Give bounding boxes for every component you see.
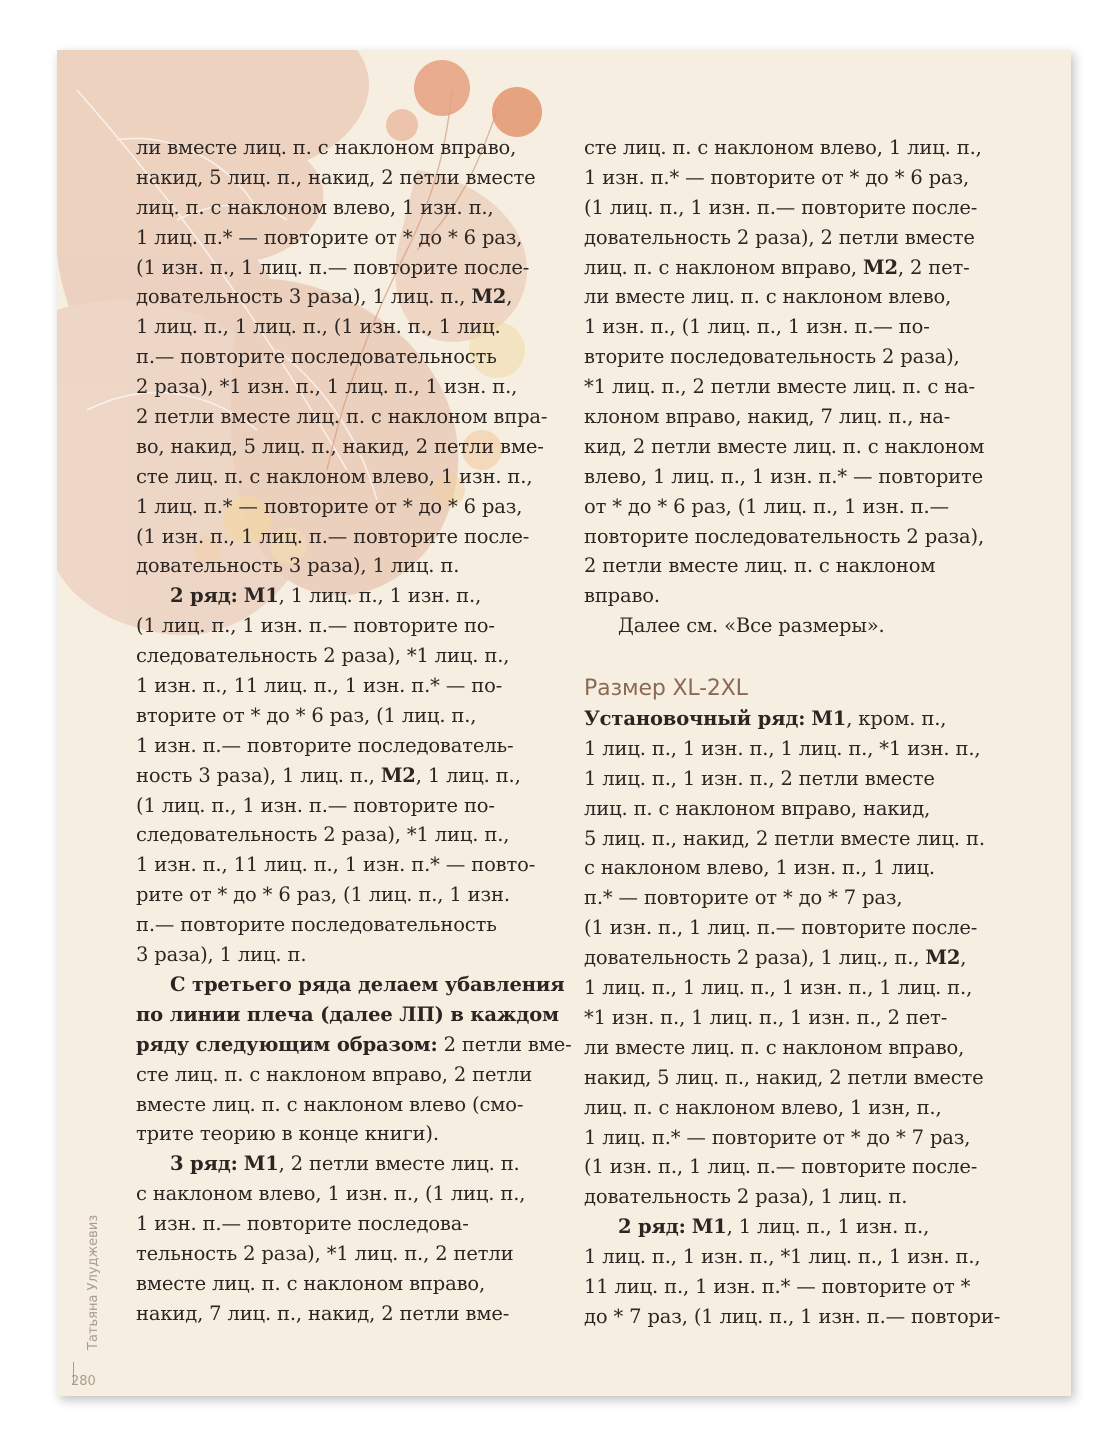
text-line: 1 изн. п.— повторите последова- [136,1212,469,1236]
row-heading-line: Установочный ряд: М1, кром. п., [584,707,947,731]
text-line: сте лиц. п. с наклоном влево, 1 изн. п., [136,464,533,488]
right-text-column [584,133,1004,1332]
text-line: ность 3 раза), 1 лиц. п., М2, 1 лиц. п., [136,763,521,787]
text-line: повторите последовательность 2 раза), [584,524,985,548]
text-line: тельность 2 раза), *1 лиц. п., 2 петли [136,1241,514,1265]
text-line: довательность 2 раза), 1 лиц. п. [584,1185,908,1209]
text-line: довательность 2 раза), 2 петли вместе [584,225,975,249]
text-line: 3 раза), 1 лиц. п. [136,943,307,967]
text-line: 1 изн. п.* — повторите от * до * 6 раз, [584,165,969,189]
text-line: 1 лиц. п., 1 изн. п., 1 лиц. п., *1 изн. п., [584,736,981,760]
text-line: накид, 5 лиц. п., накид, 2 петли вместе [136,165,536,189]
text-line: вправо. [584,584,660,608]
text-line: довательность 3 раза), 1 лиц. п. [136,554,460,578]
text-line: 1 лиц. п.* — повторите от * до * 6 раз, [136,494,523,518]
text-line: 5 лиц. п., накид, 2 петли вместе лиц. п. [584,826,985,850]
text-line: ли вместе лиц. п. с наклоном вправо, [584,1035,965,1059]
text-line: лиц. п. с наклоном вправо, накид, [584,796,931,820]
author-name: Татьяна Улуджевиз [86,1214,101,1350]
text-line: трите теорию в конце книги). [136,1122,439,1146]
bold-instruction-line: ряду следующим образом: 2 петли вме- [136,1032,572,1056]
text-line: *1 лиц. п., 2 петли вместе лиц. п. с на- [584,375,975,399]
text-line: 1 лиц. п., 1 лиц. п., 1 изн. п., 1 лиц. п., [584,976,973,1000]
text-line: 1 изн. п., 11 лиц. п., 1 изн. п.* — по- [136,674,503,698]
text-line: (1 изн. п., 1 лиц. п.— повторите после- [136,255,530,279]
text-line: 1 лиц. п., 1 лиц. п., (1 изн. п., 1 лиц. [136,315,501,339]
text-line: (1 изн. п., 1 лиц. п.— повторите после- [584,1155,978,1179]
text-line: следовательность 2 раза), *1 лиц. п., [136,823,510,847]
book-page [57,50,1071,1396]
text-line: клоном вправо, накид, 7 лиц. п., на- [584,405,951,429]
text-line: кид, 2 петли вместе лиц. п. с наклоном [584,434,985,458]
text-line: до * 7 раз, (1 лиц. п., 1 изн. п.— повтори- [584,1304,1001,1328]
text-line: ли вместе лиц. п. с наклоном влево, [584,285,952,309]
row-heading-line: 2 ряд: М1, 1 лиц. п., 1 изн. п., [170,584,482,608]
text-line: 1 лиц. п., 1 изн. п., *1 лиц. п., 1 изн. п., [584,1245,981,1269]
text-line: 11 лиц. п., 1 изн. п.* — повторите от * [584,1274,971,1298]
page-number: 280 [71,1374,96,1389]
paragraph-gap [584,641,1004,671]
text-line: 1 изн. п., 11 лиц. п., 1 изн. п.* — повто- [136,853,536,877]
text-line: с наклоном влево, 1 изн. п., 1 лиц. [584,856,935,880]
text-line: 2 петли вместе лиц. п. с наклоном впра- [136,405,548,429]
left-text-column [136,133,572,1329]
text-line: довательность 2 раза), 1 лиц., п., М2, [584,946,967,970]
text-line: накид, 7 лиц. п., накид, 2 петли вме- [136,1301,510,1325]
text-line: *1 изн. п., 1 лиц. п., 1 изн. п., 2 пет- [584,1005,948,1029]
text-line: (1 лиц. п., 1 изн. п.— повторите по- [136,614,495,638]
text-line: 2 раза), *1 изн. п., 1 лиц. п., 1 изн. п., [136,375,518,399]
text-line: довательность 3 раза), 1 лиц. п., М2, [136,285,513,309]
text-line: влево, 1 лиц. п., 1 изн. п.* — повторите [584,464,984,488]
text-line: вторите последовательность 2 раза), [584,345,960,369]
text-line: (1 изн. п., 1 лиц. п.— повторите после- [584,916,978,940]
text-line: 1 изн. п., (1 лиц. п., 1 изн. п.— по- [584,315,930,339]
text-line: с наклоном влево, 1 изн. п., (1 лиц. п., [136,1182,526,1206]
size-heading: Размер XL-2XL [584,676,748,702]
text-line: лиц. п. с наклоном влево, 1 изн, п., [584,1095,942,1119]
text-line: (1 лиц. п., 1 изн. п.— повторите по- [136,793,495,817]
text-line: п.— повторите последовательность [136,345,497,369]
see-all-sizes-note: Далее см. «Все размеры». [618,614,885,638]
text-line: п.— повторите последовательность [136,913,497,937]
text-line: от * до * 6 раз, (1 лиц. п., 1 изн. п.— [584,494,949,518]
bold-instruction-line: по линии плеча (далее ЛП) в каждом [136,1002,559,1026]
text-line: накид, 5 лиц. п., накид, 2 петли вместе [584,1065,984,1089]
text-line: во, накид, 5 лиц. п., накид, 2 петли вме- [136,434,544,458]
text-line: лиц. п. с наклоном вправо, М2, 2 пет- [584,255,970,279]
text-line: вторите от * до * 6 раз, (1 лиц. п., [136,703,477,727]
text-line: 1 изн. п.— повторите последователь- [136,733,514,757]
text-line: 2 петли вместе лиц. п. с наклоном [584,554,936,578]
text-line: лиц. п. с наклоном влево, 1 изн. п., [136,195,494,219]
text-line: следовательность 2 раза), *1 лиц. п., [136,644,510,668]
text-line: 1 лиц. п., 1 изн. п., 2 петли вместе [584,766,935,790]
text-line: сте лиц. п. с наклоном влево, 1 лиц. п., [584,136,982,159]
text-line: вместе лиц. п. с наклоном влево (смо- [136,1092,524,1116]
row-heading-line: 2 ряд: М1, 1 лиц. п., 1 изн. п., [618,1215,930,1239]
row-heading-line: 3 ряд: М1, 2 петли вместе лиц. п. [170,1152,520,1176]
text-line: 1 лиц. п.* — повторите от * до * 6 раз, [136,225,523,249]
text-line: 1 лиц. п.* — повторите от * до * 7 раз, [584,1125,971,1149]
bold-instruction-line: С третьего ряда делаем убавления [170,972,565,996]
text-line: ли вместе лиц. п. с наклоном вправо, [136,136,517,159]
text-line: п.* — повторите от * до * 7 раз, [584,886,903,910]
text-line: сте лиц. п. с наклоном вправо, 2 петли [136,1062,533,1086]
text-line: (1 лиц. п., 1 изн. п.— повторите после- [584,195,978,219]
text-line: (1 изн. п., 1 лиц. п.— повторите после- [136,524,530,548]
text-line: рите от * до * 6 раз, (1 лиц. п., 1 изн. [136,883,510,907]
text-line: вместе лиц. п. с наклоном вправо, [136,1271,486,1295]
